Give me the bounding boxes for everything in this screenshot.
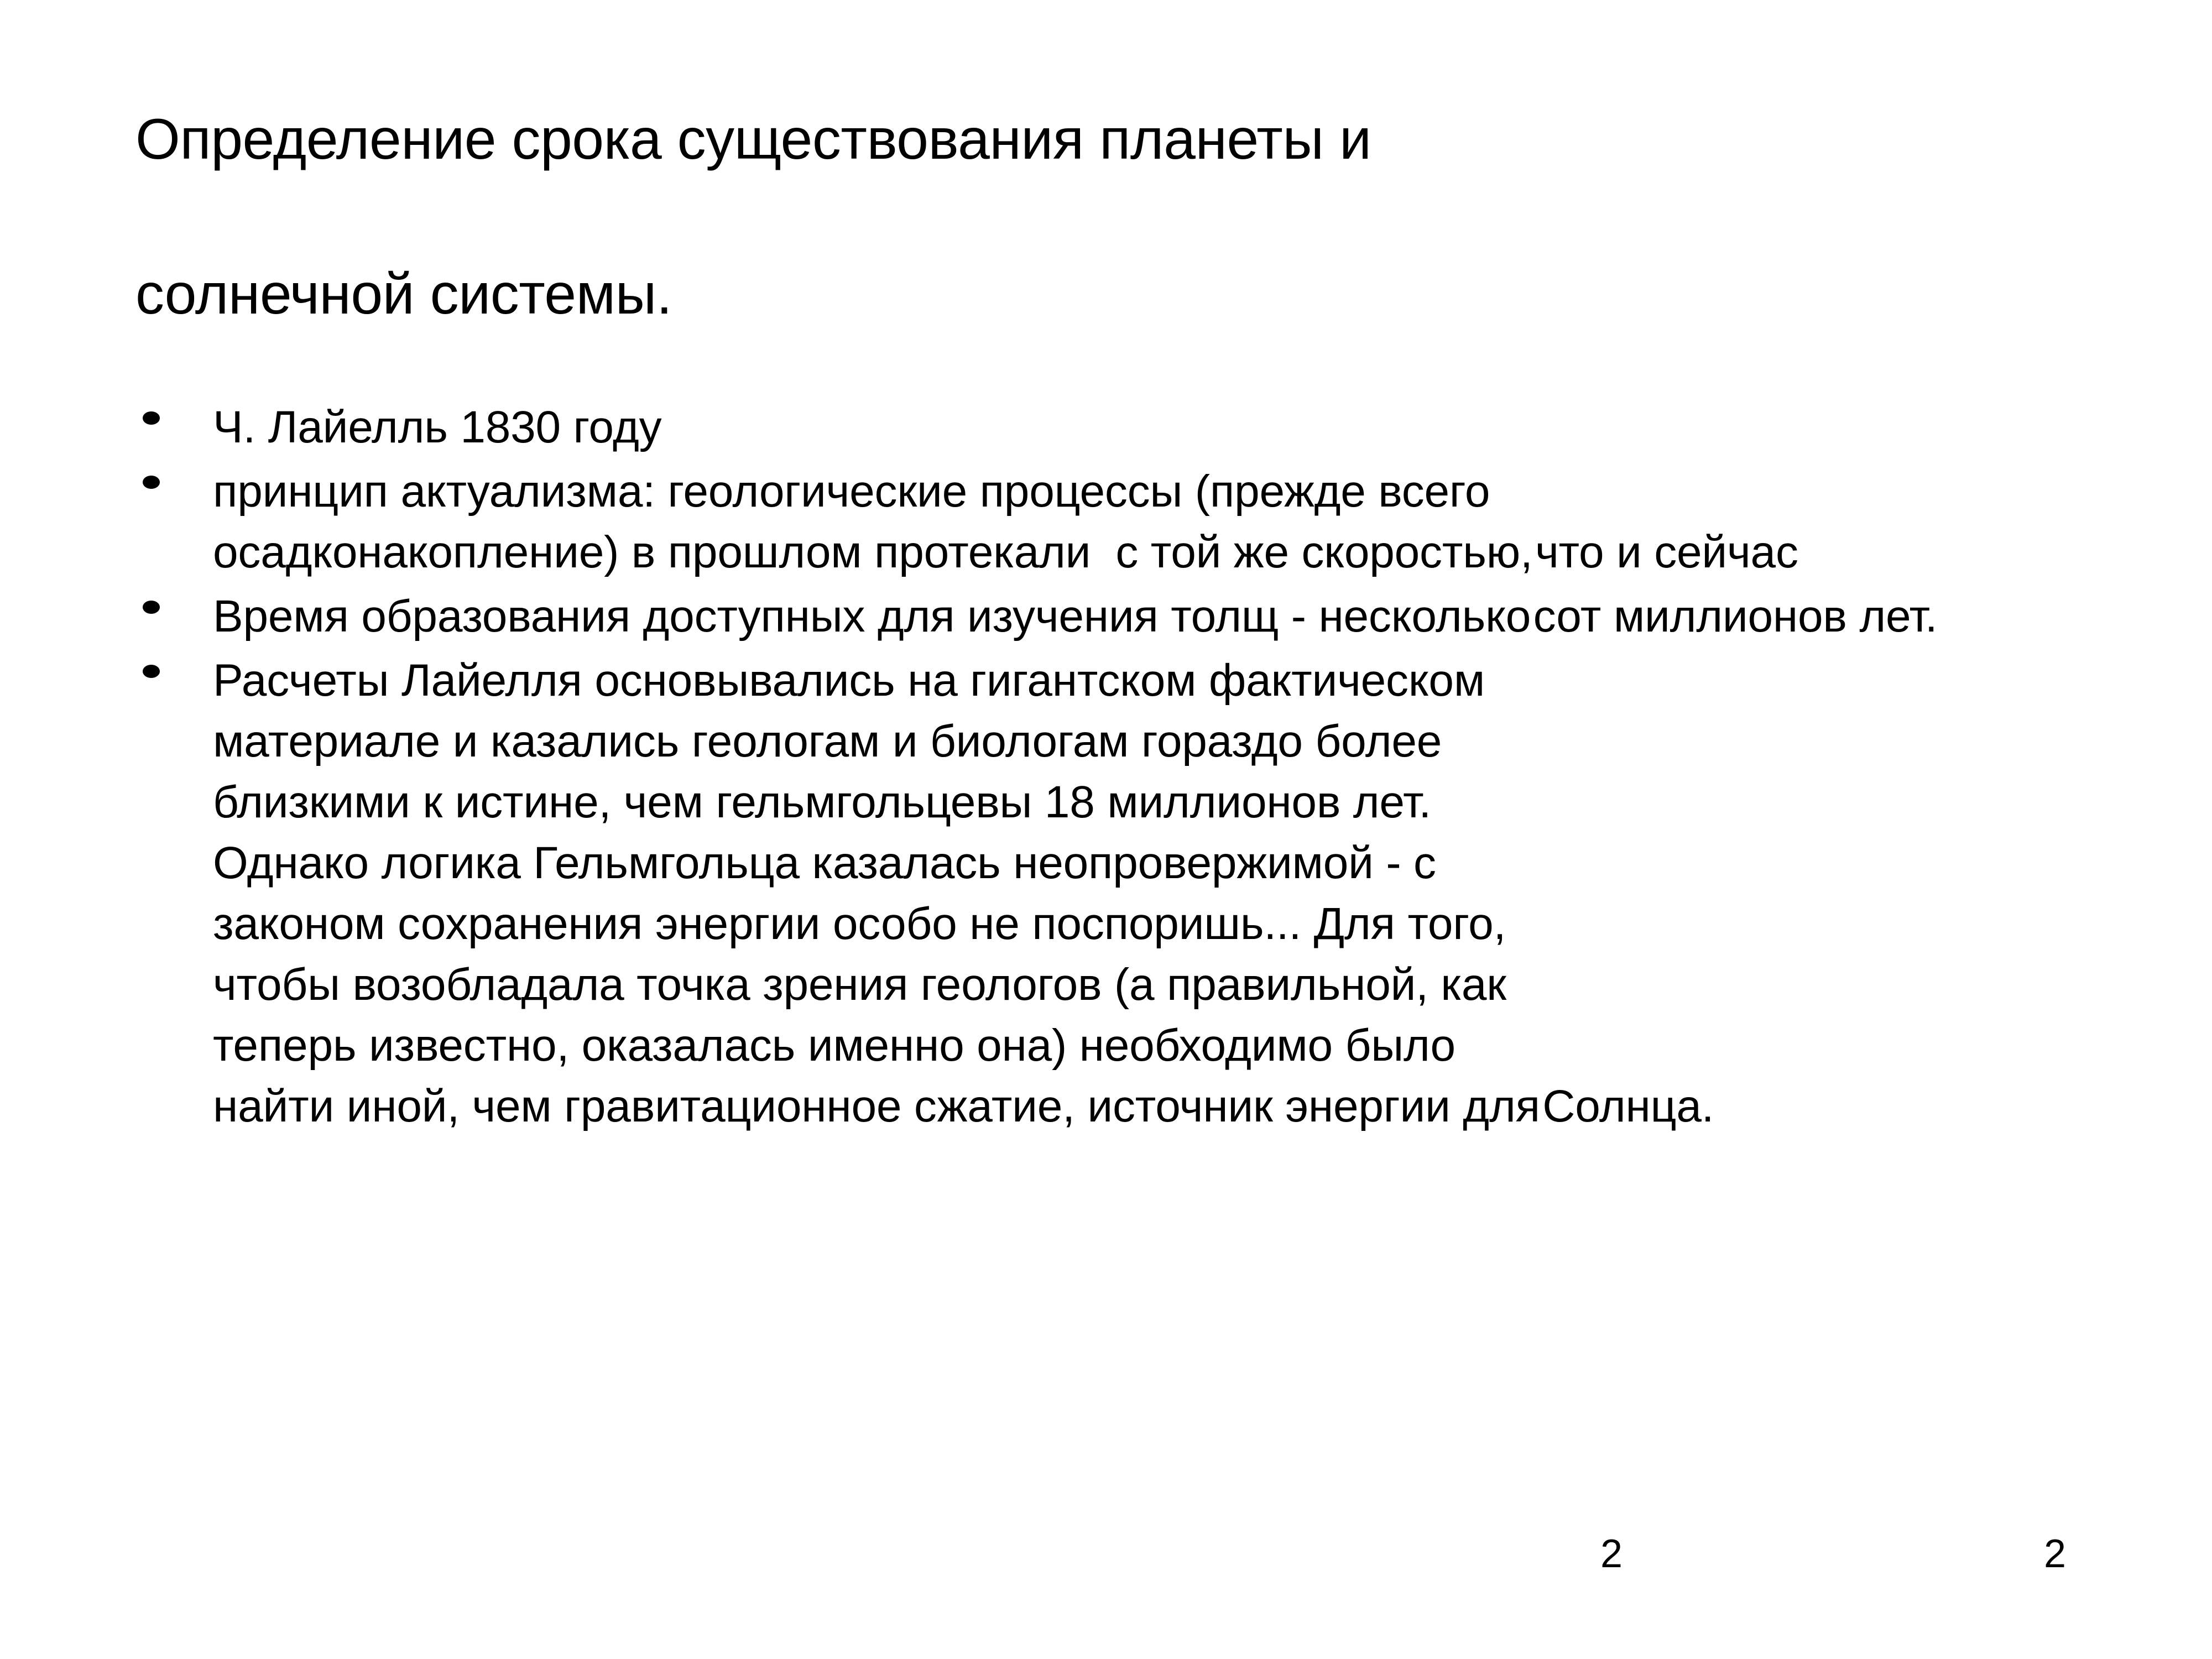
list-item-line: что и сейчас <box>1535 527 1798 577</box>
list-item-line: найти иной, чем гравитационное сжатие, источник энергии для <box>213 1081 1540 1131</box>
slide-title-line-2: солнечной системы. <box>135 262 672 326</box>
list-item-line: Ч. Лайелль 1830 году <box>213 402 662 452</box>
list-item-line: законом сохранения энергии особо не поспоришь... Для того, <box>213 899 1506 949</box>
list-item-line: Время образования доступных для изучения толщ - несколько <box>213 591 1531 641</box>
page-number-right: 2 <box>2044 1532 2067 1576</box>
list-item-text <box>213 461 2079 583</box>
bullet-dot-icon <box>143 665 160 678</box>
bullet-list <box>133 397 2079 1140</box>
list-item-text <box>213 650 2079 1137</box>
list-item <box>133 397 2079 458</box>
list-item-line: Однако логика Гельмгольца казалась неопровержимой - с <box>213 838 1436 888</box>
list-item <box>133 650 2079 1137</box>
bullet-dot-icon <box>143 601 160 614</box>
list-item-line: Расчеты Лайелля основывались на гигантском фактическом <box>213 655 1485 706</box>
list-item <box>133 461 2079 583</box>
list-item-line: Солнца. <box>1542 1081 1714 1131</box>
slide-title-line-1: Определение срока существования планеты и <box>135 107 1371 171</box>
bullet-dot-icon <box>143 411 160 425</box>
list-item-text <box>213 586 2079 647</box>
list-item-line: принцип актуализма: геологические процессы (прежде всего <box>213 466 1490 517</box>
list-item-line: близкими к истине, чем гельмгольцевы 18 миллионов лет. <box>213 777 1431 827</box>
list-item <box>133 586 2079 647</box>
slide-title <box>135 62 2071 372</box>
list-item-line: сот миллионов лет. <box>1533 591 1938 641</box>
list-item-line: материале и казались геологам и биологам гораздо более <box>213 716 1442 766</box>
list-item-line: осадконакопление) в прошлом протекали с той же скоростью, <box>213 527 1533 577</box>
list-item-line: чтобы возобладала точка зрения геологов (а правильной, как <box>213 959 1506 1010</box>
page-number-left: 2 <box>1600 1532 1623 1576</box>
slide-footer <box>0 1532 2212 1598</box>
bullet-dot-icon <box>143 476 160 489</box>
list-item-line: теперь известно, оказалась именно она) необходимо было <box>213 1020 1455 1071</box>
list-item-text <box>213 397 2079 458</box>
